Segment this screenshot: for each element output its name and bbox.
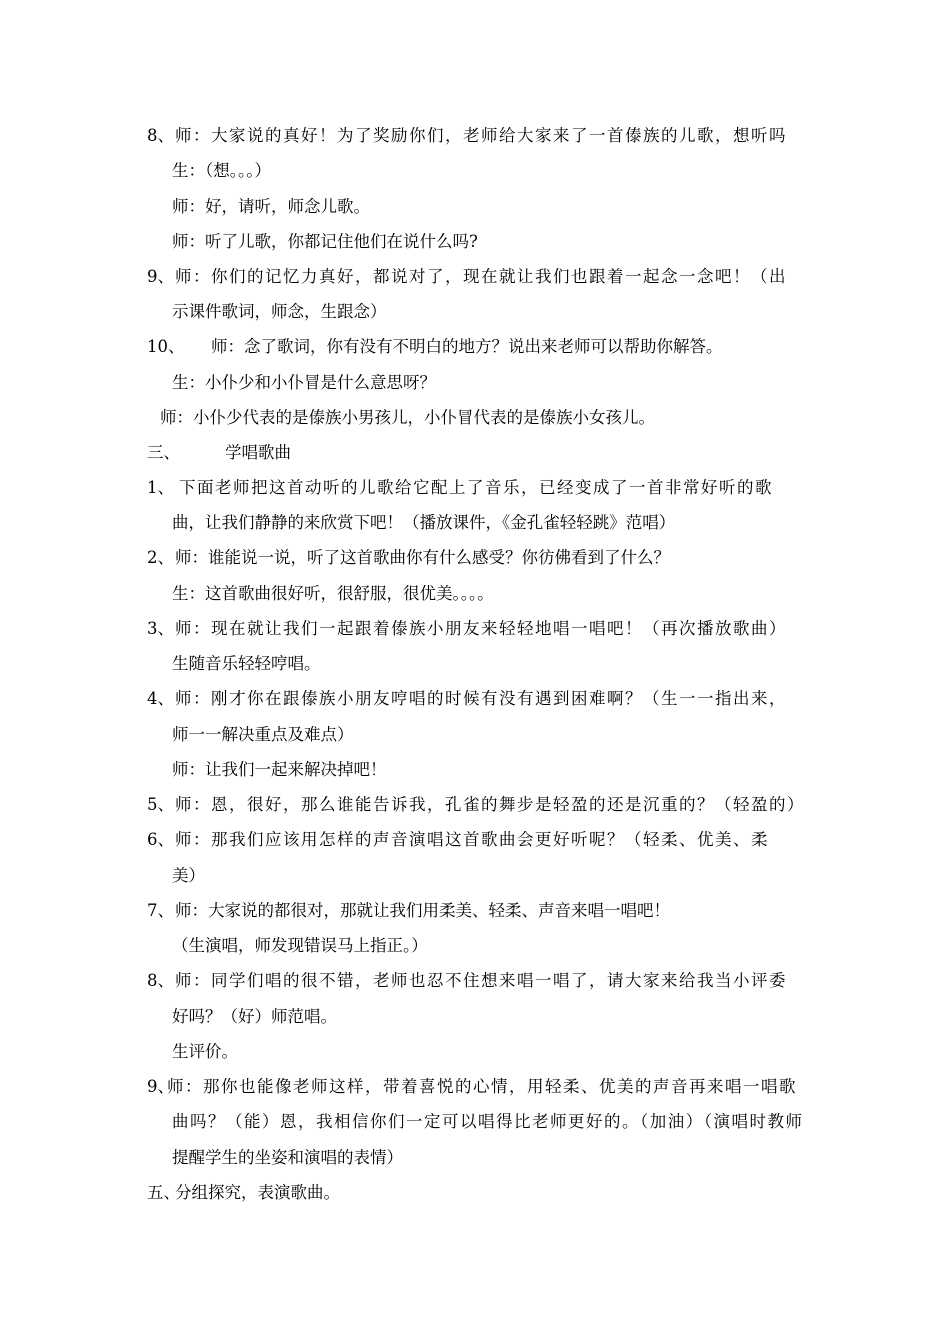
line-text: 生：（想。。。） [172,161,271,180]
document-line [147,546,670,570]
document-line [147,1181,340,1205]
line-text: 师：恩，很好，那么谁能告诉我，孔雀的舞步是轻盈的还是沉重的？（轻盈的） [175,795,805,814]
document-line [160,406,655,430]
line-text: 师：谁能说一说，听了这首歌曲你有什么感受？你彷佛看到了什么？ [175,548,670,567]
document-line [172,582,494,606]
line-text: 好吗？（好）师范唱。 [172,1007,337,1026]
document-line [172,230,478,254]
list-number: 7、 [147,901,174,920]
document-line [147,441,291,465]
line-text: 生：小仆少和小仆冒是什么意思呀？ [172,373,436,392]
line-text: 师：听了儿歌，你都记住他们在说什么吗? [172,232,478,251]
document-line [147,476,773,500]
line-text: 师：好，请听，师念儿歌。 [172,197,370,216]
list-number: 1、 [147,478,174,497]
list-number: 4、 [147,689,174,708]
document-line [147,899,670,923]
list-number: 8、 [147,971,174,990]
document-line [172,300,387,324]
document-line [172,652,321,676]
document-line [172,371,436,395]
document-line [172,934,428,958]
document-line [147,793,805,817]
list-number: 8、 [147,126,174,145]
line-text: 师：大家说的真好！为了奖励你们，老师给大家来了一首傣族的儿歌，想听吗 [175,126,787,145]
list-number: 9、 [147,1077,174,1096]
list-number: 三、 [147,443,180,462]
list-number: 五、 [147,1183,180,1202]
document-line [172,1146,403,1170]
line-text: 师：刚才你在跟傣族小朋友哼唱的时候有没有遇到困难啊？（生一一指出来， [175,689,787,708]
list-number: 9、 [147,267,174,286]
document-line [172,1005,337,1029]
line-text: 师：同学们唱的很不错，老师也忍不住想来唱一唱了，请大家来给我当小评委 [175,971,787,990]
document-line [147,969,787,993]
line-text: 生：这首歌曲很好听，很舒服，很优美。。。。 [172,584,494,603]
document-line [172,1040,238,1064]
line-text: 师：念了歌词，你有没有不明白的地方？说出来老师可以帮助你解答。 [211,337,723,356]
line-text: 学唱歌曲 [225,443,291,462]
document-line [172,1110,804,1134]
list-number: 5、 [147,795,174,814]
line-text: （生演唱，师发现错误马上指正。） [172,936,428,955]
list-number: 2、 [147,548,174,567]
line-text: 师：那我们应该用怎样的声音演唱这首歌曲会更好听呢？（轻柔、优美、柔 [175,830,769,849]
document-line [147,1075,797,1099]
document-line [147,335,723,359]
line-text: 美） [172,866,205,885]
line-text: 示课件歌词，师念，生跟念） [172,302,387,321]
line-text: 下面老师把这首动听的儿歌给它配上了音乐，已经变成了一首非常好听的歌 [179,478,773,497]
line-text: 师：大家说的都很对，那就让我们用柔美、轻柔、声音来唱一唱吧！ [175,901,670,920]
line-text: 师一一解决重点及难点） [172,725,354,744]
document-line [147,124,787,148]
document-line [172,511,675,535]
document-line [147,687,787,711]
line-text: 生评价。 [172,1042,238,1061]
line-text: 师：现在就让我们一起跟着傣族小朋友来轻轻地唱一唱吧！（再次播放歌曲） [175,619,787,638]
line-text: 师：那你也能像老师这样，带着喜悦的心情，用轻柔、优美的声音再来唱一唱歌 [167,1077,797,1096]
document-line [172,159,271,183]
line-text: 分组探究，表演歌曲。 [175,1183,340,1202]
line-text: 提醒学生的坐姿和演唱的表情） [172,1148,403,1167]
line-text: 师：你们的记忆力真好，都说对了，现在就让我们也跟着一起念一念吧！（出 [175,267,787,286]
list-number: 10、 [147,337,185,356]
document-line [172,195,370,219]
line-text: 曲吗？（能）恩，我相信你们一定可以唱得比老师更好的。（加油）（演唱时教师 [172,1112,804,1131]
line-text: 曲，让我们静静的来欣赏下吧！（播放课件，《金孔雀轻轻跳》范唱） [172,513,676,532]
line-text: 师：小仆少代表的是傣族小男孩儿，小仆冒代表的是傣族小女孩儿。 [160,408,655,427]
list-number: 6、 [147,830,174,849]
document-line [172,864,205,888]
document-line [147,617,787,641]
document-line [172,758,387,782]
document-line [172,723,354,747]
list-number: 3、 [147,619,174,638]
document-line [147,265,787,289]
line-text: 师：让我们一起来解决掉吧！ [172,760,387,779]
document-line [147,828,769,852]
line-text: 生随音乐轻轻哼唱。 [172,654,321,673]
